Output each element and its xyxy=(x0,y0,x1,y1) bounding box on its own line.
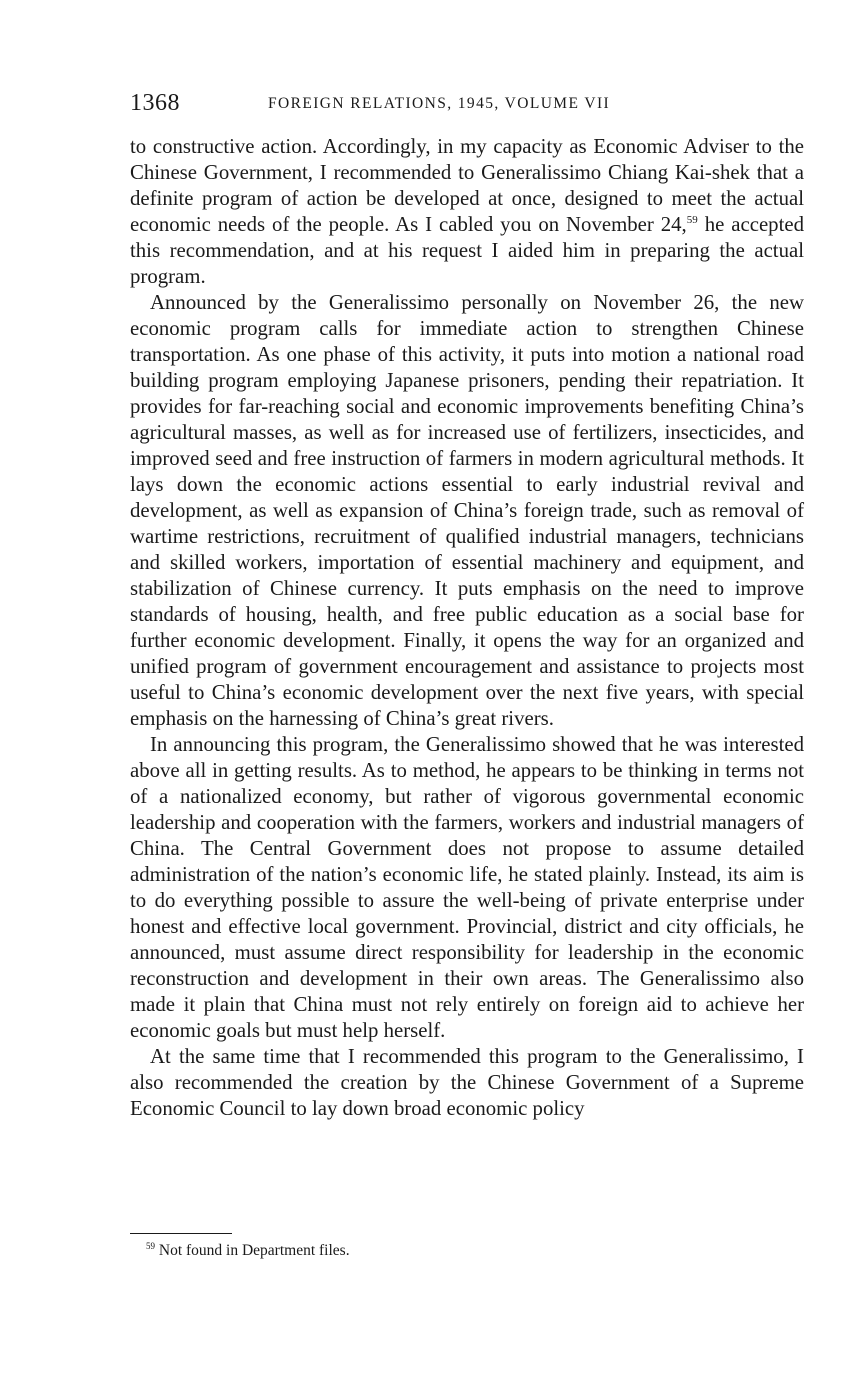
footnote-text: Not found in Department files. xyxy=(155,1242,350,1259)
running-head xyxy=(130,86,810,120)
paragraph-2: Announced by the Generalissimo personally on November 26, the new economic program calls for immediate action to strengthen Chinese transportation. As one phase of this activity, it puts into motion a national road building program employing Japanese prisoners, pending their repatriation. It provides for far-reaching social and economic improvements benefiting China’s agricultural masses, as well as for increased use of fertilizers, insecticides, and improved seed and free instruction of farmers in modern agricultural methods. It lays down the economic actions essential to early industrial revival and development, as well as expansion of China’s foreign trade, such as removal of wartime restrictions, recruitment of qualified industrial managers, technicians and skilled workers, importation of essential machinery and equipment, and stabilization of Chinese currency. It puts emphasis on the need to improve standards of housing, health, and free public education as a social base for further economic development. Finally, it opens the way for an organized and unified program of government encouragement and assistance to projects most useful to China’s economic development over the next five years, with special emphasis on the harnessing of China’s great rivers. xyxy=(130,291,804,730)
running-title: FOREIGN RELATIONS, 1945, VOLUME VII xyxy=(268,95,611,112)
paragraph-4: At the same time that I recommended this program to the Generalissimo, I also recommended the creation by the Chinese Government of a Supreme Economic Council to lay down broad economic policy xyxy=(130,1045,804,1120)
paragraph-1-text-before-note: to constructive action. Accordingly, in my capacity as Economic Adviser to the Chinese Government, I recommended to Generalissimo Chiang Kai-shek that a definite program of action be developed at once, designed to meet the actual economic needs of the people. As I cabled you on November 24, xyxy=(130,135,804,236)
footnote-marker: 59 xyxy=(146,1241,155,1251)
paragraph-1-text-after-note: he accepted this recommendation, and at his request I aided him in preparing the actual program. xyxy=(130,213,804,288)
footnote-reference[interactable]: 59 xyxy=(686,214,698,226)
body-text xyxy=(130,134,804,1122)
paragraph-3: In announcing this program, the Generalissimo showed that he was interested above all in getting results. As to method, he appears to be thinking in terms not of a nationalized economy, but rather of vigorous governmental economic leadership and cooperation with the farmers, workers and industrial managers of China. The Central Government does not propose to assume detailed administration of the nation’s economic life, he stated plainly. Instead, its aim is to do everything possible to assure the well-being of private enterprise under honest and effective local government. Provincial, district and city officials, he announced, must assume direct responsibility for leadership in the economic reconstruction and development in their own areas. The Generalissimo also made it plain that China must not rely entirely on foreign aid to achieve her economic goals but must help herself. xyxy=(130,733,804,1042)
paragraph-1 xyxy=(130,134,804,290)
footnote-divider xyxy=(130,1233,232,1234)
footnote xyxy=(146,1240,350,1262)
page-number: 1368 xyxy=(130,90,180,116)
